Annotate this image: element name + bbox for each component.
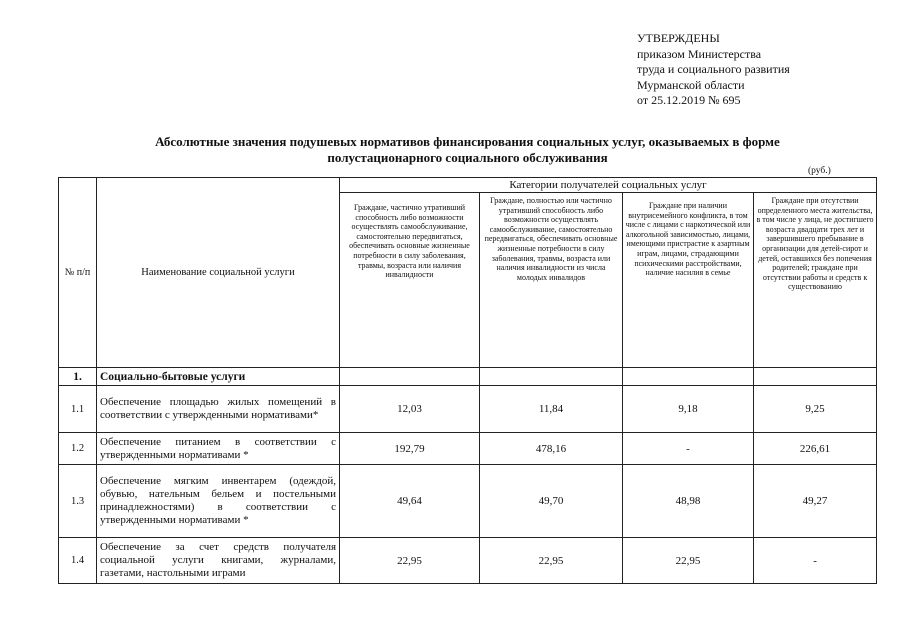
value-cell: 11,84 <box>480 386 623 433</box>
empty-cell <box>340 368 480 386</box>
approval-block <box>637 31 790 109</box>
value-cell: 12,03 <box>340 386 480 433</box>
row-number: 1.2 <box>59 433 97 465</box>
row-number: 1.1 <box>59 386 97 433</box>
service-name: Обеспечение мягким инвентарем (одеждой, обувью, нательным бельем и постельными принадлежностями) в соответствии с утвержденными нормативами * <box>97 465 340 538</box>
row-number: 1.3 <box>59 465 97 538</box>
empty-cell <box>480 368 623 386</box>
value-cell: 9,25 <box>754 386 877 433</box>
value-cell: 22,95 <box>623 538 754 584</box>
empty-cell <box>754 368 877 386</box>
value-cell: 49,70 <box>480 465 623 538</box>
document-title <box>60 134 875 166</box>
standards-table <box>58 177 877 584</box>
empty-cell <box>623 368 754 386</box>
service-name: Обеспечение площадью жилых помещений в соответствии с утвержденными нормативами* <box>97 386 340 433</box>
value-cell: 192,79 <box>340 433 480 465</box>
value-cell: 226,61 <box>754 433 877 465</box>
table-row <box>59 433 877 465</box>
category-header-1: Граждане, частично утративший способность либо возможности осуществлять самообслуживание, самостоятельно передвигаться, обеспечивать основные жизненные потребности в силу заболевания, травмы, возраста или наличия инвалидности <box>340 193 480 368</box>
value-cell: 478,16 <box>480 433 623 465</box>
table-row <box>59 465 877 538</box>
unit-label: (руб.) <box>808 166 831 176</box>
value-cell: 22,95 <box>480 538 623 584</box>
column-header-number: № п/п <box>59 178 97 368</box>
value-cell: 22,95 <box>340 538 480 584</box>
title-line-1: Абсолютные значения подушевых нормативов финансирования социальных услуг, оказываемых в форме <box>155 134 780 149</box>
service-name: Обеспечение за счет средств получателя социальной услуги книгами, журналами, газетами, настольными играми <box>97 538 340 584</box>
category-header-2: Граждане, полностью или частично утративший способность либо возможности осуществлять самообслуживание, самостоятельно передвигаться, обеспечивать основные жизненные потребности в силу заболевания, травмы, возраста или наличия инвалидности из числа молодых инвалидов <box>480 193 623 368</box>
categories-header: Категории получателей социальных услуг <box>340 178 877 193</box>
approval-line: приказом Министерства <box>637 46 762 61</box>
approval-line: от 25.12.2019 № 695 <box>637 93 741 107</box>
value-cell: 48,98 <box>623 465 754 538</box>
header-row-top <box>59 178 877 193</box>
section-row <box>59 368 877 386</box>
section-number: 1. <box>59 368 97 386</box>
value-cell: - <box>623 433 754 465</box>
title-line-2: полустационарного социального обслуживания <box>327 150 608 165</box>
value-cell: 49,64 <box>340 465 480 538</box>
row-number: 1.4 <box>59 538 97 584</box>
approval-line: Мурманской области <box>637 77 745 92</box>
approval-line: труда и социального развития <box>637 62 790 76</box>
category-header-3: Граждане при наличии внутрисемейного конфликта, в том числе с лицами с наркотической или алкогольной зависимостью, лицами, имеющими пристрастие к азартным играм, лицами, страдающими психическими расстройствами, наличие насилия в семье <box>623 193 754 368</box>
table-row <box>59 386 877 433</box>
table-row <box>59 538 877 584</box>
service-name: Обеспечение питанием в соответствии с утвержденными нормативами * <box>97 433 340 465</box>
value-cell: 9,18 <box>623 386 754 433</box>
section-title: Социально-бытовые услуги <box>97 368 340 386</box>
value-cell: - <box>754 538 877 584</box>
category-header-4: Граждане при отсутствии определенного места жительства, в том числе у лица, не достигшего возраста двадцати трех лет и завершившего пребывание в организации для детей-сирот и детей, оставшихся без попечения родителей; граждане при отсутствии работы и средств к существованию <box>754 193 877 368</box>
column-header-service-name: Наименование социальной услуги <box>97 178 340 368</box>
value-cell: 49,27 <box>754 465 877 538</box>
approval-line: УТВЕРЖДЕНЫ <box>637 31 720 45</box>
